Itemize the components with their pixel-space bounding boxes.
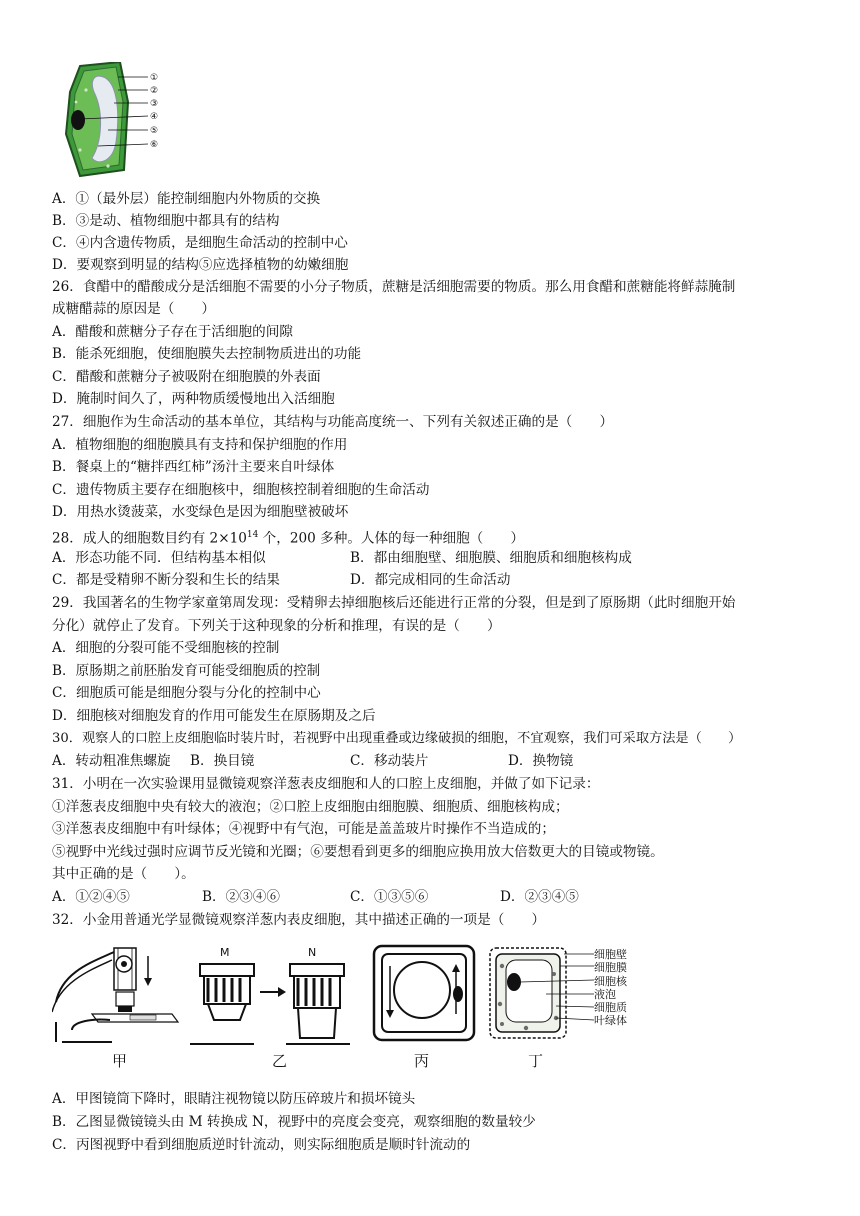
q29-option-b: B．原肠期之前胚胎发育可能受细胞质的控制 [52,663,321,679]
q31-option-b: B．②③④⑥ [202,889,280,905]
ding-label-cell-wall: 细胞壁 [594,948,627,961]
ding-label-cell-membrane: 细胞膜 [594,961,627,974]
q28-stem-exponent: 14 [246,530,259,540]
marker-1: ① [150,73,159,83]
q30-stem: 30．观察人的口腔上皮细胞临时装片时，若视野中出现重叠或边缘破损的细胞，不宜观察，我们可采取方法是（ ） [52,731,742,746]
q25-option-c: C．④内含遗传物质，是细胞生命活动的控制中心 [52,235,348,251]
q28-option-d: D．都完成相同的生命活动 [350,572,511,588]
q28-stem [52,526,524,548]
q26-stem-line2: 成糖醋蒜的原因是（ ） [52,301,216,317]
caption-yi: 乙 [272,1052,288,1070]
q29-option-d: D．细胞核对细胞发育的作用可能发生在原肠期及之后 [52,708,376,724]
q25-option-d: D．要观察到明显的结构⑤应选择植物的幼嫩细胞 [52,257,349,273]
q26-option-b: B．能杀死细胞，使细胞膜失去控制物质进出的功能 [52,346,362,362]
q27-option-c: C．遗传物质主要存在细胞核中，细胞核控制着细胞的生命活动 [52,482,430,498]
q29-stem-line1: 29．我国著名的生物学家童第周发现：受精卵去掉细胞核后还能进行正常的分裂，但是到了原肠期（此时细胞开始 [52,595,736,611]
q30-option-c: C．移动装片 [350,753,429,769]
ding-label-cytoplasm: 细胞质 [594,1001,627,1014]
q29-option-a: A．细胞的分裂可能不受细胞核的控制 [52,640,280,656]
q28-option-a: A．形态功能不同．但结构基本相似 [52,550,266,566]
lens-n-label: N [308,946,317,959]
marker-3: ③ [150,99,159,109]
q29-option-c: C．细胞质可能是细胞分裂与分化的控制中心 [52,685,321,701]
q30-option-a: A．转动粗准焦螺旋 [52,753,171,769]
marker-2: ② [150,86,159,96]
q32-option-a: A．甲图镜筒下降时，眼睛注视物镜以防压碎玻片和损坏镜头 [52,1091,416,1107]
q30-option-d: D．换物镜 [508,753,574,769]
q32-stem: 32．小金用普通光学显微镜观察洋葱内表皮细胞，其中描述正确的一项是（ ） [52,912,546,928]
q31-record-1: ①洋葱表皮细胞中央有较大的液泡；②口腔上皮细胞由细胞膜、细胞质、细胞核构成； [52,799,569,815]
marker-4: ④ [150,112,159,122]
q32-option-c: C．丙图视野中看到细胞质逆时针流动，则实际细胞质是顺时针流动的 [52,1137,471,1153]
ding-label-chloroplast: 叶绿体 [594,1014,627,1027]
q31-ask: 其中正确的是（ ）。 [52,866,195,882]
q31-options [52,888,812,906]
q26-stem-line1: 26．食醋中的醋酸成分是活细胞不需要的小分子物质，蔗糖是活细胞需要的物质。那么用食醋和蔗糖能将鲜蒜腌制 [52,279,736,295]
plant-cell-figure [58,62,188,180]
lens-m-label: M [220,946,230,959]
q27-option-a: A．植物细胞的细胞膜具有支持和保护细胞的作用 [52,437,348,453]
q27-option-b: B．餐桌上的“糖拌西红柿”汤汁主要来自叶绿体 [52,459,335,475]
ding-label-nucleus: 细胞核 [594,975,627,988]
q28-option-b: B．都由细胞壁、细胞膜、细胞质和细胞核构成 [350,550,632,566]
q31-record-2: ③洋葱表皮细胞中有叶绿体；④视野中有气泡，可能是盖盖玻片时操作不当造成的； [52,821,555,837]
cytoplasm-flow-figure [372,944,477,1044]
caption-bing: 丙 [414,1052,430,1070]
objective-lens-figure [190,942,365,1047]
q28-stem-part1: 28．成人的细胞数目约有 2×10 [52,530,247,547]
q25-option-b: B．③是动、植物细胞中都具有的结构 [52,213,280,229]
q31-option-d: D．②③④⑤ [500,889,579,905]
microscope-figure [52,942,182,1047]
q26-option-c: C．醋酸和蔗糖分子被吸附在细胞膜的外表面 [52,369,321,385]
marker-6: ⑥ [150,140,159,150]
q25-option-a: A．①（最外层）能控制细胞内外物质的交换 [52,191,321,207]
q28-options-row2 [52,571,812,589]
q26-option-a: A．醋酸和蔗糖分子存在于活细胞的间隙 [52,324,293,340]
q27-option-d: D．用热水烫菠菜，水变绿色是因为细胞壁被破坏 [52,504,349,520]
q26-option-d: D．腌制时间久了，两种物质缓慢地出入活细胞 [52,391,335,407]
q32-option-b: B．乙图显微镜镜头由 M 转换成 N，视野中的亮度会变亮，观察细胞的数量较少 [52,1114,536,1130]
q27-stem: 27．细胞作为生命活动的基本单位，其结构与功能高度统一、下列有关叙述正确的是（ ） [52,414,614,430]
q30-option-b: B．换目镜 [190,753,255,769]
caption-jia: 甲 [112,1052,128,1070]
labeled-plant-cell-figure [486,944,646,1044]
q29-stem-line2: 分化）就停止了发育。下列关于这种现象的分析和推理，有误的是（ ） [52,618,501,634]
ding-label-vacuole: 液泡 [594,988,616,1001]
caption-ding: 丁 [528,1052,544,1070]
q28-option-c: C．都是受精卵不断分裂和生长的结果 [52,572,280,588]
q31-record-3: ⑤视野中光线过强时应调节反光镜和光圈；⑥要想看到更多的细胞应换用放大倍数更大的目镜或物镜。 [52,844,664,860]
q28-stem-part2: 个，200 多种。人体的每一种细胞（ ） [258,530,525,547]
q31-stem: 31．小明在一次实验课用显微镜观察洋葱表皮细胞和人的口腔上皮细胞，并做了如下记录： [52,776,600,792]
q31-option-c: C．①③⑤⑥ [350,889,429,905]
q28-options-row1 [52,549,812,567]
q31-option-a: A．①②④⑤ [52,889,130,905]
marker-5: ⑤ [150,126,159,136]
q30-options [52,752,812,770]
